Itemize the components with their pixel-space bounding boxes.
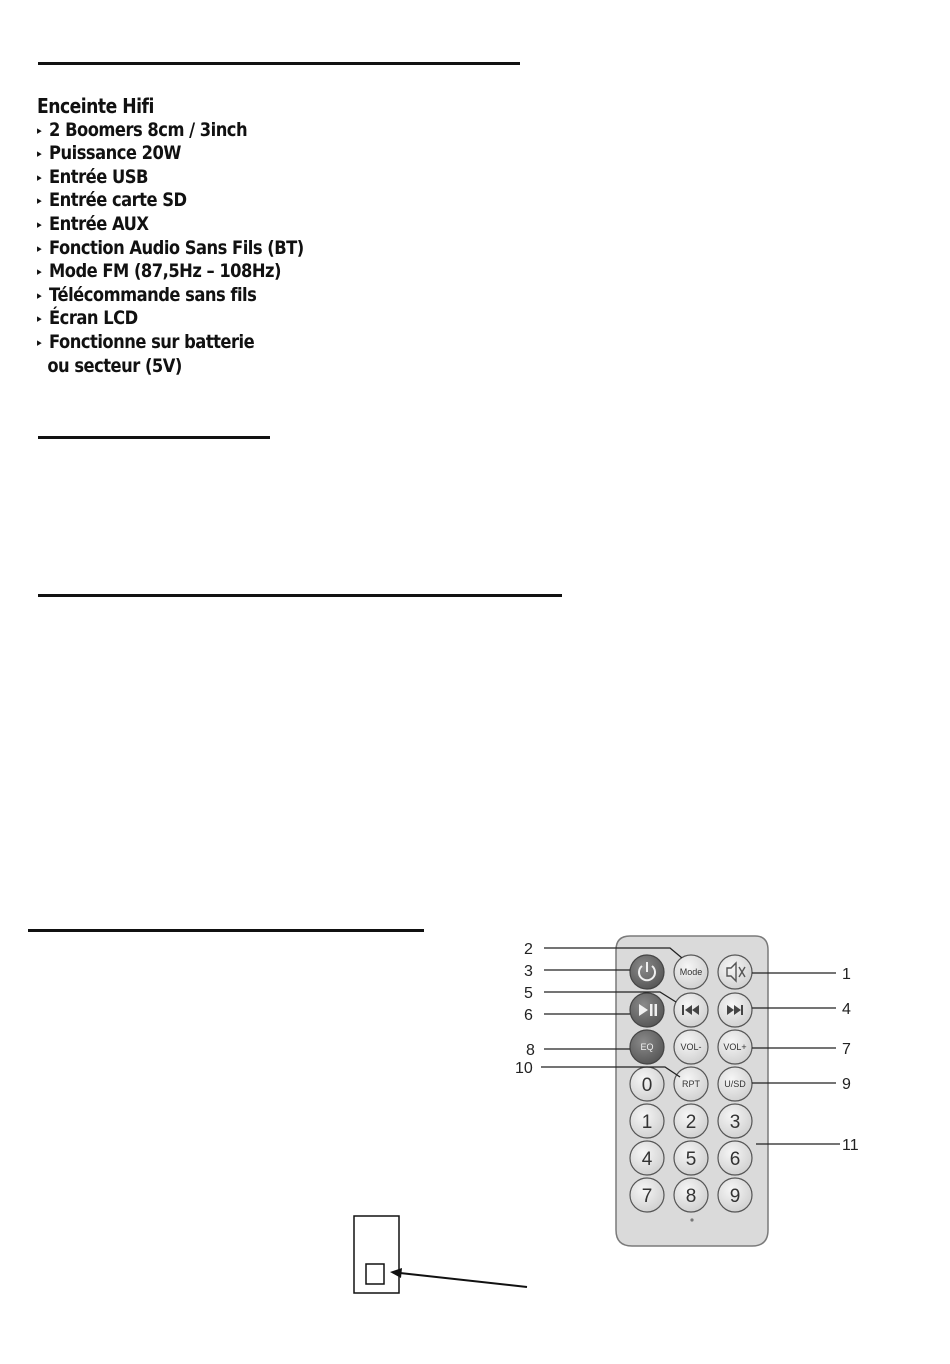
callout-number: 10 — [515, 1060, 533, 1077]
digit-label: 0 — [641, 1075, 653, 1096]
callout-number: 6 — [524, 1007, 533, 1024]
callout-number: 9 — [842, 1076, 851, 1093]
repeat-label: RPT — [682, 1079, 700, 1089]
digit-label: 3 — [729, 1112, 741, 1133]
callout-number: 3 — [524, 963, 533, 980]
digit-label: 4 — [641, 1149, 653, 1170]
remote-ir-dot — [690, 1218, 693, 1221]
volume-down-button[interactable] — [674, 1030, 708, 1064]
section-rule-1 — [38, 62, 520, 65]
digit-2-button[interactable] — [674, 1104, 708, 1138]
feature-item: ▸ Fonctionne sur batterie — [37, 330, 255, 353]
mute-button[interactable] — [718, 955, 752, 989]
section-rule-4 — [28, 929, 424, 932]
feature-item: ▸ Écran LCD — [37, 307, 138, 330]
feature-item-continuation: ou secteur (5V) — [47, 354, 182, 377]
feature-item: ▸ Entrée USB — [37, 165, 148, 188]
ir-receiver-diagram — [340, 1205, 540, 1305]
feature-list-title: Enceinte Hifi — [37, 94, 154, 118]
callout-number: 2 — [524, 941, 533, 958]
previous-track-button[interactable] — [674, 993, 708, 1027]
feature-list — [37, 95, 304, 378]
digit-label: 5 — [685, 1149, 697, 1170]
feature-item: ▸ Puissance 20W — [37, 142, 181, 165]
digit-0-button[interactable] — [630, 1067, 664, 1101]
eq-button[interactable] — [630, 1030, 664, 1064]
digit-5-button[interactable] — [674, 1141, 708, 1175]
digit-8-button[interactable] — [674, 1178, 708, 1212]
feature-item: ▸ Mode FM (87,5Hz – 108Hz) — [37, 260, 282, 283]
usb-sd-button[interactable] — [718, 1067, 752, 1101]
bullet-arrow-icon: ▸ — [37, 194, 42, 208]
play-pause-button[interactable] — [630, 993, 664, 1027]
eq-label: EQ — [640, 1042, 654, 1052]
digit-label: 1 — [641, 1112, 653, 1133]
volume-down-label: VOL- — [680, 1042, 702, 1052]
section-rule-3 — [38, 594, 562, 597]
mode-button[interactable] — [674, 955, 708, 989]
power-button[interactable] — [630, 955, 664, 989]
volume-up-label: VOL+ — [723, 1042, 747, 1052]
digit-label: 8 — [685, 1186, 697, 1207]
bullet-arrow-icon: ▸ — [37, 170, 42, 184]
digit-3-button[interactable] — [718, 1104, 752, 1138]
digit-4-button[interactable] — [630, 1141, 664, 1175]
bullet-arrow-icon: ▸ — [37, 288, 42, 302]
digit-label: 2 — [685, 1112, 697, 1133]
next-track-button[interactable] — [718, 993, 752, 1027]
callout-number: 5 — [524, 985, 533, 1002]
digit-7-button[interactable] — [630, 1178, 664, 1212]
digit-1-button[interactable] — [630, 1104, 664, 1138]
remote-control-diagram — [500, 925, 870, 1255]
bullet-arrow-icon: ▸ — [37, 265, 42, 279]
callout-number: 7 — [842, 1041, 851, 1058]
callout-number: 8 — [526, 1042, 535, 1059]
bullet-arrow-icon: ▸ — [37, 147, 42, 161]
digit-9-button[interactable] — [718, 1178, 752, 1212]
digit-label: 9 — [729, 1186, 741, 1207]
feature-item: ▸ Entrée AUX — [37, 212, 149, 235]
section-rule-2 — [38, 436, 270, 439]
bullet-arrow-icon: ▸ — [37, 312, 42, 326]
digit-label: 6 — [729, 1149, 741, 1170]
callout-number: 4 — [842, 1001, 851, 1018]
feature-item: ▸ 2 Boomers 8cm / 3inch — [37, 118, 248, 141]
digit-6-button[interactable] — [718, 1141, 752, 1175]
feature-item: ▸ Télécommande sans fils — [37, 283, 257, 306]
mode-label: Mode — [679, 967, 703, 977]
ir-sensor-window — [366, 1264, 384, 1284]
volume-up-button[interactable] — [718, 1030, 752, 1064]
bullet-arrow-icon: ▸ — [37, 335, 42, 349]
bullet-arrow-icon: ▸ — [37, 123, 42, 137]
repeat-button[interactable] — [674, 1067, 708, 1101]
callout-number: 1 — [842, 966, 851, 983]
callout-number: 11 — [842, 1137, 859, 1154]
bullet-arrow-icon: ▸ — [37, 217, 42, 231]
digit-label: 7 — [641, 1186, 653, 1207]
pointer-arrow-line — [400, 1273, 527, 1287]
bullet-arrow-icon: ▸ — [37, 241, 42, 255]
usb-sd-label: U/SD — [724, 1079, 746, 1089]
feature-item: ▸ Fonction Audio Sans Fils (BT) — [37, 236, 304, 259]
feature-item: ▸ Entrée carte SD — [37, 189, 187, 212]
